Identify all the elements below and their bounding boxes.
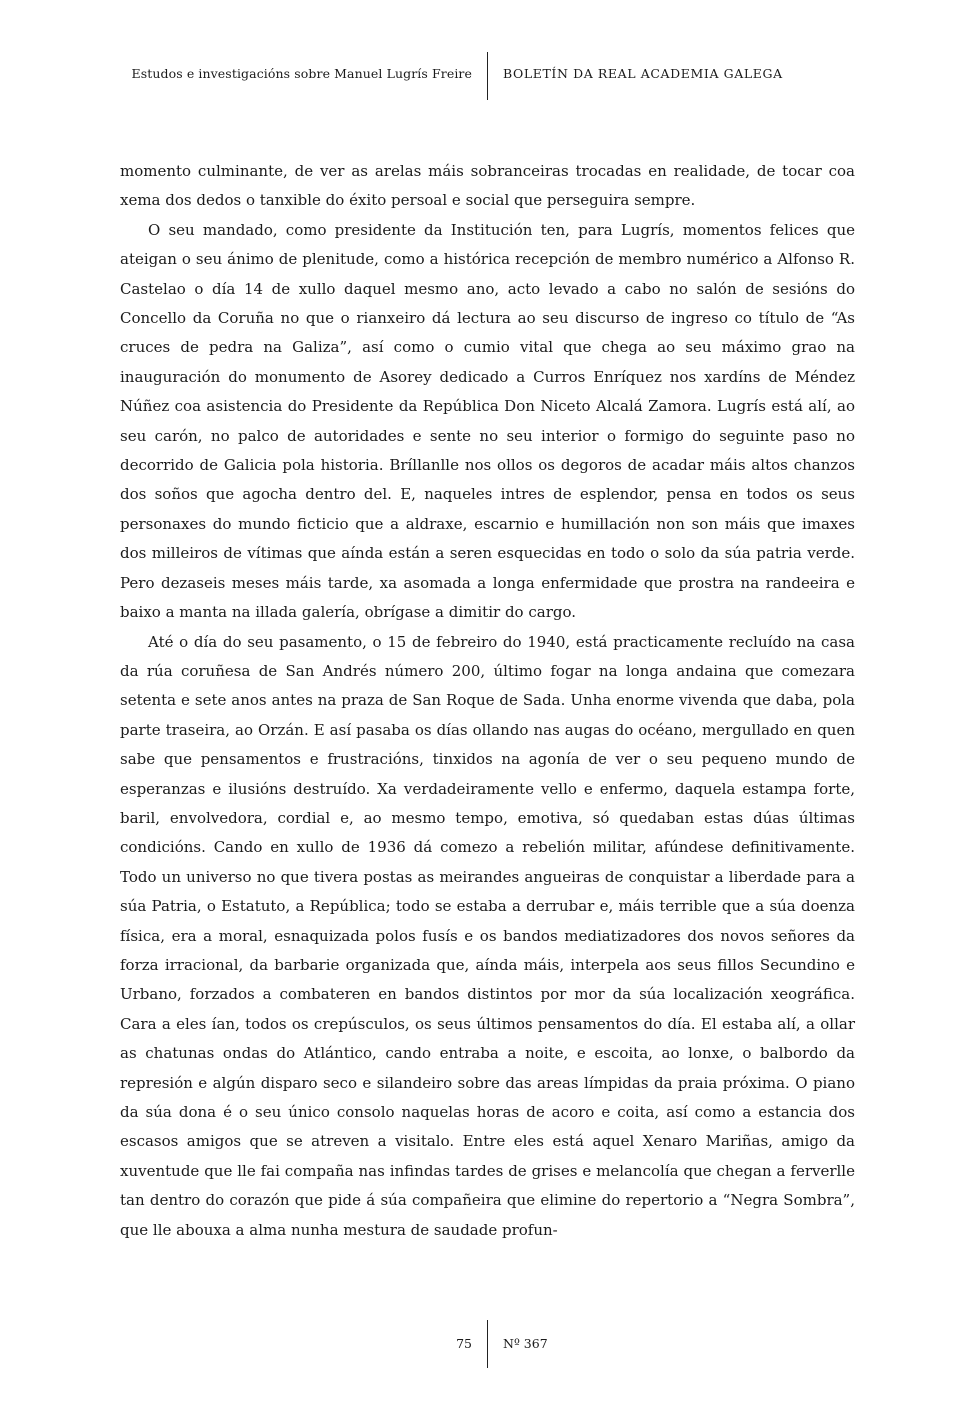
paragraph-continuation: momento culminante, de ver as arelas máis sobranceiras trocadas en realidade, de tocar coa xema dos dedos o tanxible do éxito persoal e social que perseguira sempre. [120,162,855,210]
running-header [0,52,975,100]
paragraph: O seu mandado, como presidente da Institución ten, para Lugrís, momentos felices que ateigan o seu ánimo de plenitude, como a histórica recepción de membro numérico a Alfonso R. Castelao o día 14 de xullo daquel mesmo ano, acto levado a cabo no salón de sesións do Concello da Coruña no que o rianxeiro dá lectura ao seu discurso de ingreso co título de “As cruces de pedra na Galiza”, así como o cumio vital que chega ao seu máximo grao na inauguración do monumento de Asorey dedicado a Curros Enríquez nos xardíns de Méndez Núñez coa asistencia do Presidente da República Don Niceto Alcalá Zamora. Lugrís está alí, ao seu carón, no palco de autoridades e sente no seu interior o formigo do seguinte paso no decorrido de Galicia pola historia. Bríllanlle nos ollos os degoros de acadar máis altos chanzos dos soños que agocha dentro del. E, naqueles intres de esplendor, pensa en todos os seus personaxes do mundo ficticio que a aldraxe, escarnio e humillación non son máis que imaxes dos milleiros de vítimas que aínda están a seren esquecidas en todo o solo da súa patria verde. Pero dezaseis meses máis tarde, xa asomada a longa enfermidade que prostra na randeeira e baixo a manta na illada galería, obrígase a dimitir do cargo. [120,220,855,622]
header-journal-title: BOLETÍN DA REAL ACADEMIA GALEGA [503,66,783,81]
footer-divider [487,1320,488,1368]
page-number: 75 [456,1336,472,1351]
article-body [120,157,855,1245]
issue-number: Nº 367 [503,1336,548,1351]
header-divider [487,52,488,100]
paragraph: Até o día do seu pasamento, o 15 de febreiro do 1940, está practicamente recluído na casa da rúa coruñesa de San Andrés número 200, último fogar na longa andaina que comezara setenta e sete anos antes na praza de San Roque de Sada. Unha enorme vivenda que daba, pola parte traseira, ao Orzán. E así pasaba os días ollando nas augas do océano, mergullado en quen sabe que pensamentos e frustracións, tinxidos na agonía de ver o seu pequeno mundo de esperanzas e ilusións destruído. Xa verdadeiramente vello e enfermo, daquela estampa forte, baril, envolvedora, cordial e, ao mesmo tempo, emotiva, só quedaban estas dúas últimas condicións. Cando en xullo de 1936 dá comezo a rebelión militar, afúndese definitivamente. Todo un universo no que tivera postas as meirandes angueiras de conquistar a liberdade para a súa Patria, o Estatuto, a República; todo se estaba a derrubar e, máis terrible que a súa doenza física, era a moral, esnaquizada polos fusís e os bandos mediatizadores dos novos señores da forza irracional, da barbarie organizada que, aínda máis, interpela aos seus fillos Secundino e Urbano, forzados a combateren en bandos distintos por mor da súa localización xeográfica. Cara a eles ían, todos os crepúsculos, os seus últimos pensamentos do día. El estaba alí, a ollar as chatunas ondas do Atlántico, cando entraba a noite, e escoita, ao lonxe, o balbordo da represión e algún disparo seco e silandeiro sobre das areas límpidas da praia próxima. O piano da súa dona é o seu único consolo naquelas horas de acoro e coita, así como a estancia dos escasos amigos que se atreven a visitalo. Entre eles está aquel Xenaro Mariñas, amigo da xuventude que lle fai compaña nas infindas tardes de grises e melancolía que chegan a ferverlle tan dentro do corazón que pide á súa compañeira que elimine do repertorio a “Negra Sombra”, que lle abouxa a alma nunha mestura de saudade profun- [120,632,855,1239]
header-journal-section: Estudos e investigacións sobre Manuel Lugrís Freire [131,66,472,81]
running-footer [0,1320,975,1368]
